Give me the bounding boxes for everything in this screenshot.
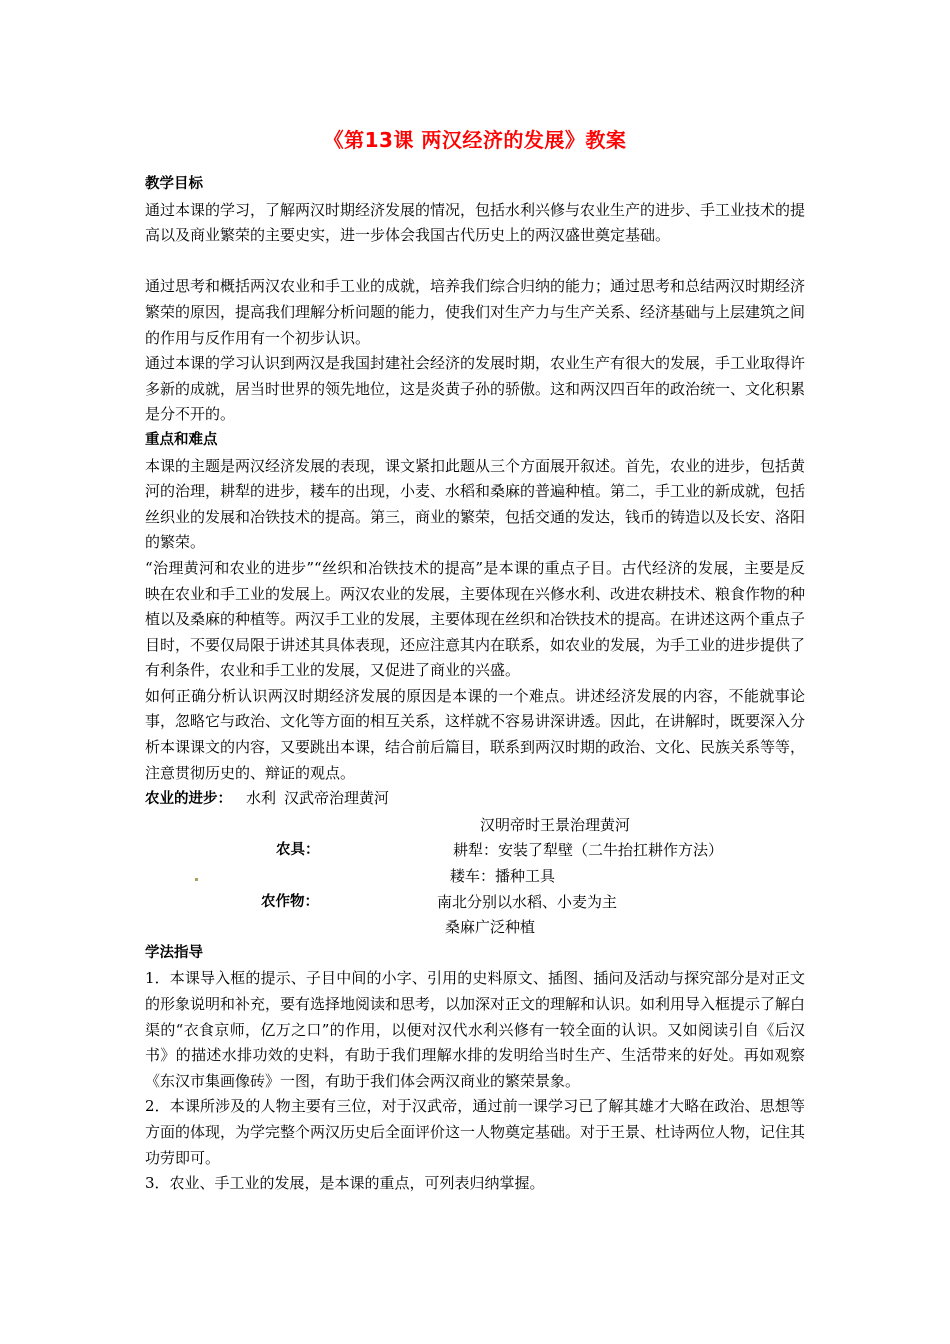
tools-item-1: 耕犁：安装了犁壁（二牛抬扛耕作方法） — [453, 841, 724, 860]
speck-mark — [195, 878, 198, 881]
tools-item-2: 耧车：播种工具 — [450, 867, 556, 886]
water-item-1: 汉武帝治理黄河 — [284, 789, 390, 808]
study-paragraph-1: 1．本课导入框的提示、子目中间的小字、引用的史料原文、插图、插问及活动与探究部分是对正文的形象说明和补充，要有选择地阅读和思考，以加深对正文的理解和认识。如利用导入框提示了解白渠的“衣食京师，亿万之口”的作用，以便对汉代水利兴修有一较全面的认识。又如阅读引自《后汉书》的描述水排功效的史料，有助于我们理解水排的发明给当时生产、生活带来的好处。再如观察《东汉市集画像砖》一图，有助于我们体会两汉商业的繁荣景象。 — [145, 969, 806, 1090]
objectives-paragraph-3: 通过本课的学习认识到两汉是我国封建社会经济的发展时期，农业生产有很大的发展，手工业取得许多新的成就，居当时世界的领先地位，这是炎黄子孙的骄傲。这和两汉四百年的政治统一、文化积累是分不开的。 — [145, 354, 806, 424]
objectives-heading: 教学目标 — [145, 176, 203, 192]
objectives-paragraph-2: 通过思考和概括两汉农业和手工业的成就，培养我们综合归纳的能力；通过思考和总结两汉时期经济繁荣的原因，提高我们理解分析问题的能力，使我们对生产力与生产关系、经济基础与上层建筑之间的作用与反作用有一个初步认识。 — [145, 277, 806, 347]
tools-row-1 — [145, 838, 805, 864]
crops-row-2 — [145, 915, 805, 941]
crops-item-1: 南北分别以水稻、小麦为主 — [437, 892, 618, 911]
objectives-paragraph-1: 通过本课的学习，了解两汉时期经济发展的情况，包括水利兴修与农业生产的进步、手工业技术的提高以及商业繁荣的主要史实，进一步体会我国古代历史上的两汉盛世奠定基础。 — [145, 200, 806, 245]
tools-label: 农具： — [276, 842, 320, 859]
tools-row-2 — [145, 864, 805, 890]
water-row-2 — [145, 813, 805, 839]
key-points-paragraph-1: 本课的主题是两汉经济发展的表现，课文紧扣此题从三个方面展开叙述。首先，农业的进步，包括黄河的治理，耕犁的进步，耧车的出现，小麦、水稻和桑麻的普遍种植。第二，手工业的新成就，包括丝织业的发展和冶铁技术的提高。第三，商业的繁荣，包括交通的发达，钱币的铸造以及长安、洛阳的繁荣。 — [145, 456, 806, 552]
study-heading: 学法指导 — [145, 944, 203, 961]
crops-label: 农作物： — [261, 893, 319, 910]
study-paragraph-3: 3．农业、手工业的发展，是本课的重点，可列表归纳掌握。 — [145, 1174, 545, 1193]
blank-line — [145, 249, 805, 275]
document-body — [145, 172, 805, 1197]
agriculture-row — [145, 786, 805, 813]
key-points-heading: 重点和难点 — [145, 431, 218, 448]
study-paragraph-2: 2．本课所涉及的人物主要有三位，对于汉武帝，通过前一课学习已了解其雄才大略在政治、思想等方面的体现，为学完整个两汉历史后全面评价这一人物奠定基础。对于王景、杜诗两位人物，记住其功劳即可。 — [145, 1097, 806, 1167]
water-label: 水利 — [246, 789, 277, 808]
key-points-paragraph-3: 如何正确分析认识两汉时期经济发展的原因是本课的一个难点。讲述经济发展的内容，不能就事论事，忽略它与政治、文化等方面的相互关系，这样就不容易讲深讲透。因此，在讲解时，既要深入分析本课课文的内容，又要跳出本课，结合前后篇目，联系到两汉时期的政治、文化、民族关系等等，注意贯彻历史的、辩证的观点。 — [145, 686, 806, 782]
agriculture-heading: 农业的进步： — [145, 791, 232, 808]
key-points-paragraph-2: “治理黄河和农业的进步”“丝织和冶铁技术的提高”是本课的重点子目。古代经济的发展，主要是反映在农业和手工业的发展上。两汉农业的发展，主要体现在兴修水利、改进农耕技术、粮食作物的种植以及桑麻的种植等。两汉手工业的发展，主要体现在丝织和冶铁技术的提高。在讲述这两个重点子目时，不要仅局限于讲述其具体表现，还应注意其内在联系，如农业的发展，为手工业的进步提供了有利条件，农业和手工业的发展，又促进了商业的兴盛。 — [145, 558, 806, 680]
document-title: 《第13课 两汉经济的发展》教案 — [323, 128, 627, 152]
crops-item-2: 桑麻广泛种植 — [445, 918, 536, 937]
water-item-2: 汉明帝时王景治理黄河 — [480, 815, 631, 834]
crops-row-1 — [145, 890, 805, 916]
